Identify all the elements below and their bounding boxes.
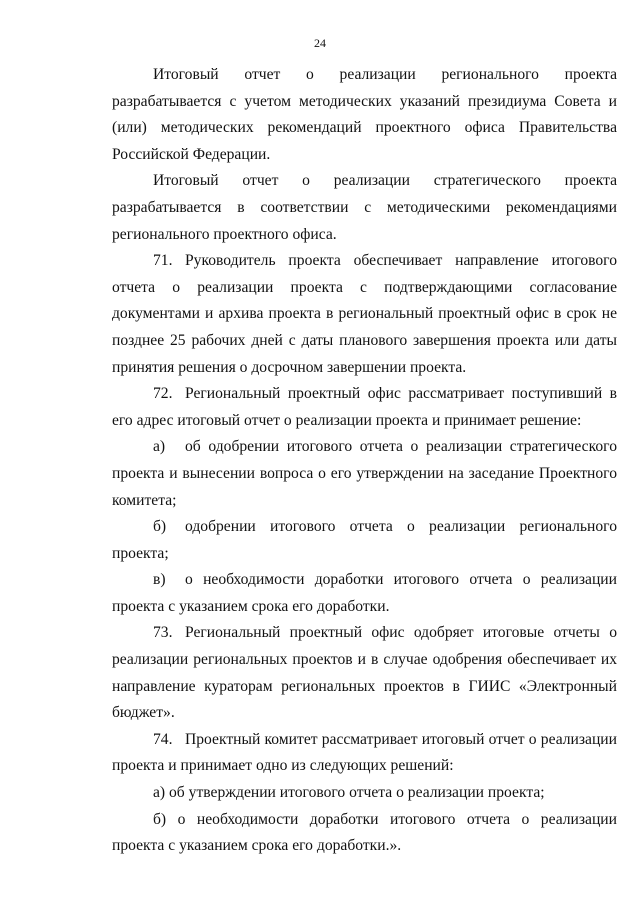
paragraph: Итоговый отчет о реализации стратегического проекта разрабатывается в соответствии с методическими рекомендациями регионального проектного офиса. <box>112 172 617 243</box>
list-item-label: а) <box>153 438 166 456</box>
paragraph: Итоговый отчет о реализации регионального проекта разрабатывается с учетом методических указаний президиума Совета и (или) методических рекомендаций проектного офиса Правительства Российской Федерации. <box>112 66 617 163</box>
paragraph-number: 73. <box>153 624 173 642</box>
document-body <box>112 62 617 860</box>
numbered-paragraph: 71. Руководитель проекта обеспечивает направление итогового отчета о реализации проекта с подтверждающими согласование документами и архива проекта в региональный проектный офис в срок не позднее 25 рабочих дней с даты планового завершения проекта или даты принятия решения о досрочном завершении проекта. <box>112 248 617 381</box>
numbered-paragraph: 72. Региональный проектный офис рассматривает поступивший в его адрес итоговый отчет о реализации проекта и принимает решение: <box>112 381 617 434</box>
page-number: 24 <box>314 36 326 50</box>
paragraph-number: 72. <box>153 385 173 403</box>
numbered-paragraph: 73. Региональный проектный офис одобряет итоговые отчеты о реализации региональных проектов и в случае одобрения обеспечивает их направление кураторам региональных проектов в ГИИС «Электронный бюджет». <box>112 620 617 726</box>
paragraph: б) о необходимости доработки итогового отчета о реализации проекта с указанием срока его доработки.». <box>112 810 617 855</box>
paragraph-number: 74. <box>153 730 173 748</box>
list-item-label: в) <box>153 571 166 589</box>
list-item-label: б) <box>153 518 167 536</box>
list-item: в) о необходимости доработки итогового отчета о реализации проекта с указанием срока его доработки. <box>112 567 617 620</box>
list-item: б) одобрении итогового отчета о реализации регионального проекта; <box>112 514 617 567</box>
list-item: а) об одобрении итогового отчета о реализации стратегического проекта и вынесении вопроса о его утверждении на заседание Проектного комитета; <box>112 434 617 514</box>
numbered-paragraph: 74. Проектный комитет рассматривает итоговый отчет о реализации проекта и принимает одно из следующих решений: <box>112 727 617 780</box>
paragraph: а) об утверждении итогового отчета о реализации проекта; <box>153 784 545 802</box>
paragraph-number: 71. <box>153 252 173 270</box>
